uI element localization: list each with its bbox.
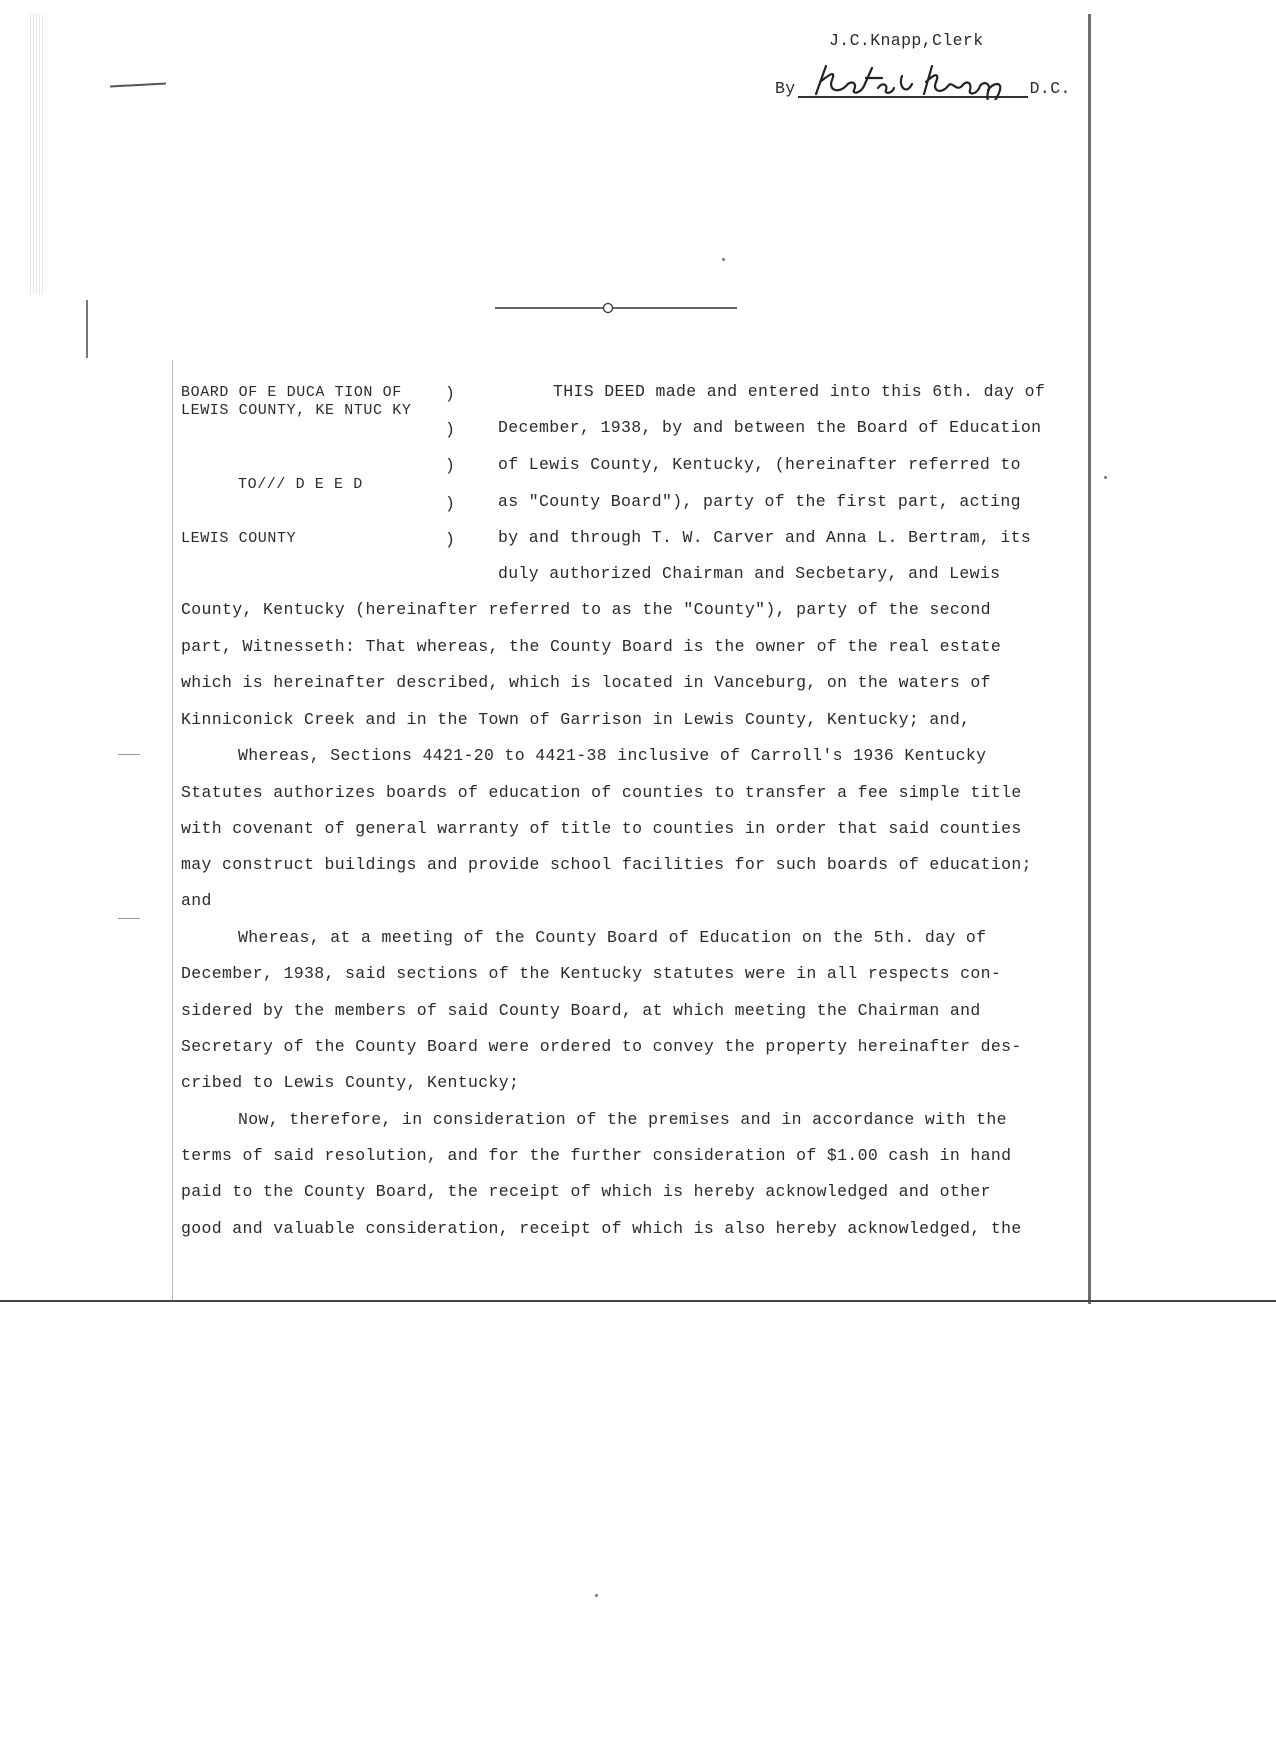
margin-dash xyxy=(118,754,140,755)
page-edge-left xyxy=(172,360,173,1300)
handwritten-signature xyxy=(802,60,1022,100)
deed-text-line: December, 1938, said sections of the Kentucky statutes were in all respects con- xyxy=(181,964,1002,983)
deed-text-line: with covenant of general warranty of title to counties in order that said counties xyxy=(181,819,1022,838)
deed-text-line: cribed to Lewis County, Kentucky; xyxy=(181,1073,520,1092)
deed-text-line: Statutes authorizes boards of education of counties to transfer a fee simple title xyxy=(181,783,1022,802)
caption-paren: ) xyxy=(445,420,455,439)
signature-line xyxy=(798,68,1028,98)
caption-paren: ) xyxy=(445,456,455,475)
caption-paren: ) xyxy=(445,494,455,513)
speck xyxy=(595,1594,598,1597)
section-separator xyxy=(495,300,737,316)
deed-text-line: sidered by the members of said County Board, at which meeting the Chairman and xyxy=(181,1001,981,1020)
speck xyxy=(1104,476,1107,479)
deed-text-line: THIS DEED made and entered into this 6th. day of xyxy=(553,382,1046,401)
scan-edge-shadow xyxy=(30,14,44,294)
deed-text-line: Whereas, Sections 4421-20 to 4421-38 inclusive of Carroll's 1936 Kentucky xyxy=(238,746,987,765)
by-label: By xyxy=(775,79,796,98)
deed-text-line: and xyxy=(181,891,212,910)
margin-mark xyxy=(110,83,166,88)
instrument-title: TO/// D E E D xyxy=(238,476,363,493)
deed-text-line: paid to the County Board, the receipt of which is hereby acknowledged and other xyxy=(181,1182,991,1201)
deed-text-line: may construct buildings and provide school facilities for such boards of education; xyxy=(181,855,1032,874)
deed-text-line: Whereas, at a meeting of the County Board of Education on the 5th. day of xyxy=(238,928,987,947)
caption-paren: ) xyxy=(445,530,455,549)
speck xyxy=(722,258,725,261)
deed-text-line: Secretary of the County Board were ordered to convey the property hereinafter des- xyxy=(181,1037,1022,1056)
deed-text-line: terms of said resolution, and for the further consideration of $1.00 cash in hand xyxy=(181,1146,1012,1165)
caption-paren: ) xyxy=(445,384,455,403)
page-edge-right xyxy=(1088,14,1091,1304)
signature-row xyxy=(775,68,1071,98)
margin-dash xyxy=(118,918,140,919)
deed-text-line: by and through T. W. Carver and Anna L. Bertram, its xyxy=(498,528,1032,547)
deed-text-line: good and valuable consideration, receipt of which is also hereby acknowledged, the xyxy=(181,1219,1022,1238)
punch-hole-mark xyxy=(86,300,102,358)
grantor-line-1: BOARD OF E DUCA TION OF xyxy=(181,384,402,401)
grantee-name: LEWIS COUNTY xyxy=(181,530,297,547)
deed-text-line: duly authorized Chairman and Secbetary, and Lewis xyxy=(498,564,1001,583)
clerk-name: J.C.Knapp,Clerk xyxy=(829,31,984,50)
dc-label: D.C. xyxy=(1029,79,1071,98)
deed-text-line: December, 1938, by and between the Board of Education xyxy=(498,418,1042,437)
grantor-line-2: LEWIS COUNTY, KE NTUC KY xyxy=(181,402,412,419)
deed-text-line: County, Kentucky (hereinafter referred to as the "County"), party of the second xyxy=(181,600,991,619)
deed-text-line: as "County Board"), party of the first part, acting xyxy=(498,492,1021,511)
deed-text-line: part, Witnesseth: That whereas, the County Board is the owner of the real estate xyxy=(181,637,1002,656)
deed-text-line: Now, therefore, in consideration of the premises and in accordance with the xyxy=(238,1110,1007,1129)
page-edge-bottom xyxy=(0,1300,1276,1302)
deed-text-line: of Lewis County, Kentucky, (hereinafter referred to xyxy=(498,455,1021,474)
deed-text-line: Kinniconick Creek and in the Town of Garrison in Lewis County, Kentucky; and, xyxy=(181,710,971,729)
deed-text-line: which is hereinafter described, which is located in Vanceburg, on the waters of xyxy=(181,673,991,692)
